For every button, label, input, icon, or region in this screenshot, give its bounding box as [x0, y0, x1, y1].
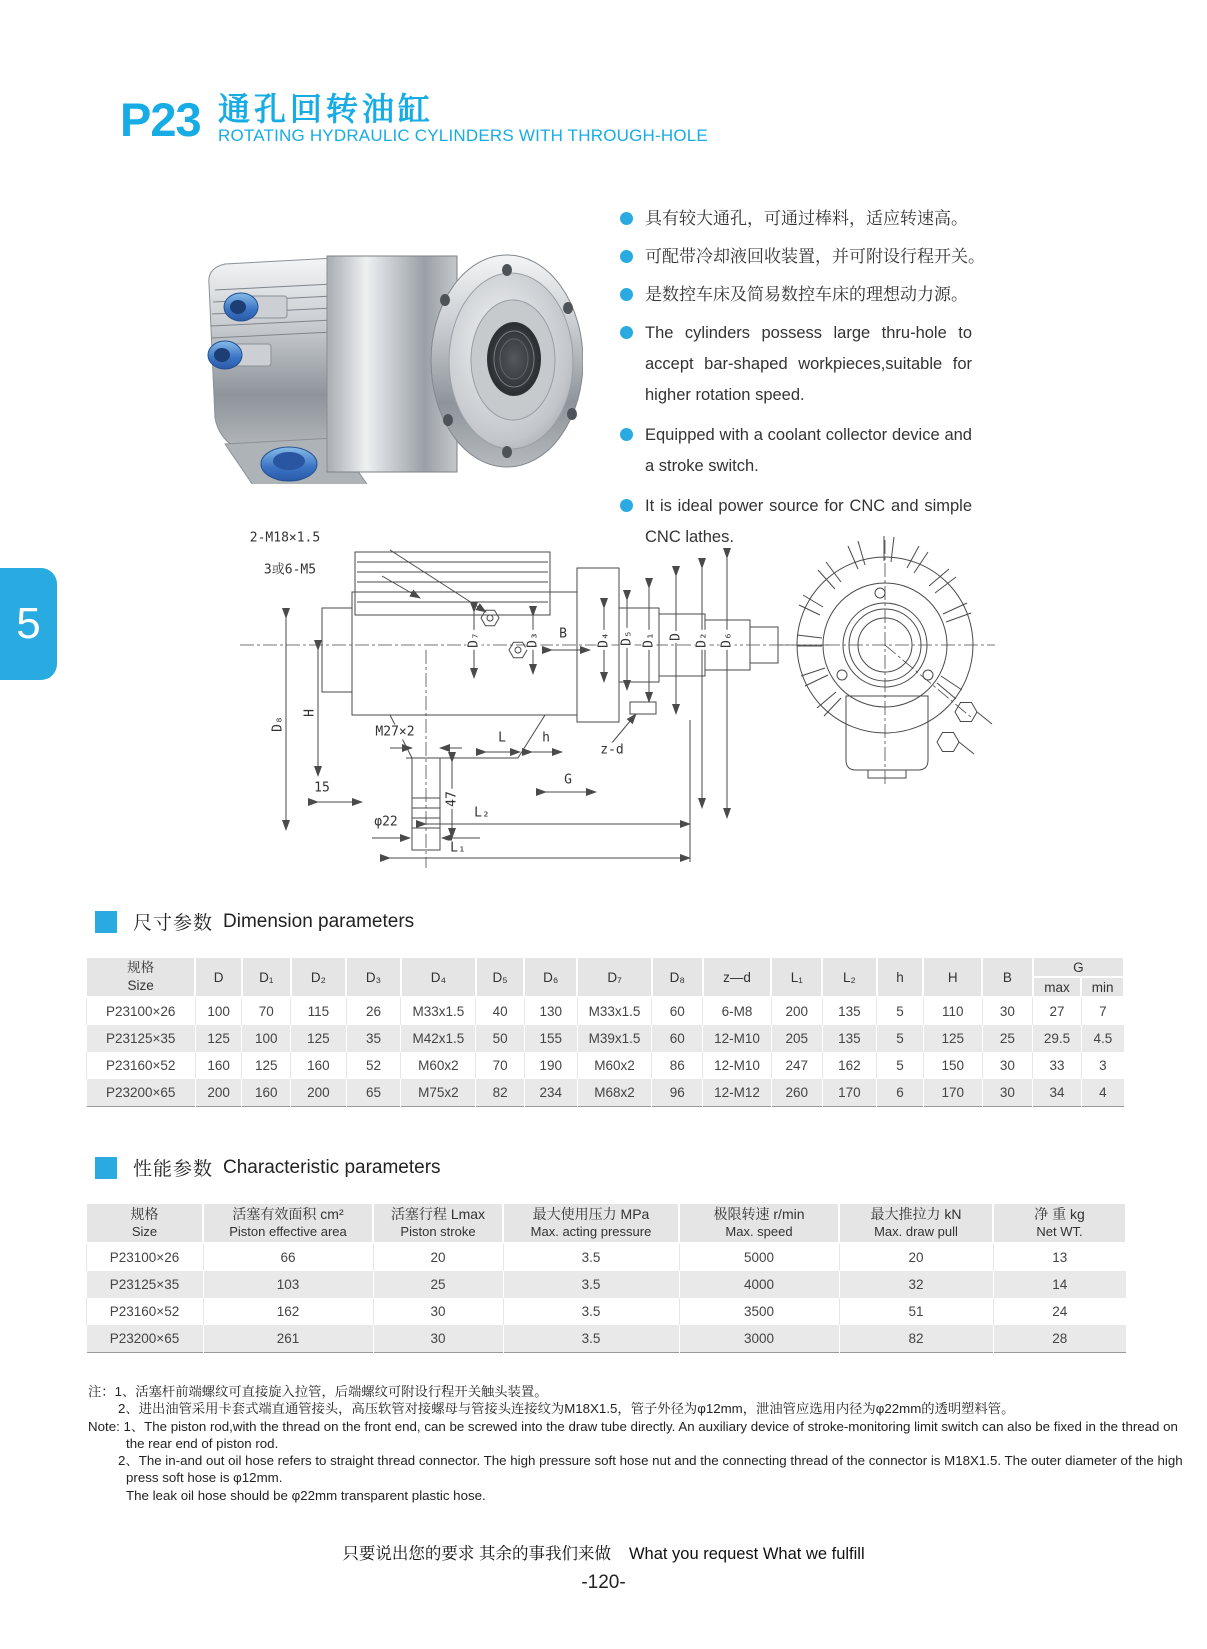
feature-text: Equipped with a coolant collector device and a stroke switch.: [645, 426, 972, 475]
table-cell: 28: [993, 1325, 1126, 1353]
table-cell: 51: [839, 1298, 993, 1325]
table-cell: M60x2: [577, 1052, 652, 1079]
col-D3: D₃: [346, 957, 401, 997]
drawing-label: D₂: [694, 632, 710, 648]
table-cell: P23125×35: [86, 1025, 195, 1052]
table-cell: 160: [291, 1052, 347, 1079]
table-cell: 234: [524, 1079, 577, 1107]
table-cell: 27: [1033, 997, 1082, 1025]
table-cell: 162: [822, 1052, 877, 1079]
bullet-icon: [620, 250, 633, 263]
table-cell: 20: [839, 1243, 993, 1271]
slogan-en: What you request What we fulfill: [628, 1545, 865, 1563]
characteristic-parameters-table: [85, 1202, 1127, 1353]
table-cell: 6: [877, 1079, 924, 1107]
col-D4: D₄: [401, 957, 476, 997]
table-cell: 24: [993, 1298, 1126, 1325]
drawing-label: G: [564, 772, 572, 788]
model-code: P23: [120, 93, 201, 146]
page-number: -120-: [581, 1572, 626, 1593]
table-cell: 4.5: [1081, 1025, 1124, 1052]
table-cell: 261: [203, 1325, 373, 1353]
table-cell: M60x2: [401, 1052, 476, 1079]
drawing-label: φ22: [374, 814, 398, 830]
note-line: 2、The in-and out oil hose refers to straight thread connector. The high pressure soft hose nut and the connecting thread of the connector is M18X1.5. The outer diameter of the high: [118, 1453, 1183, 1469]
table-cell: 4000: [679, 1271, 839, 1298]
table-cell: 170: [923, 1079, 982, 1107]
col-max-speed: 极限转速 r/min Max. speed: [679, 1203, 839, 1243]
table-cell: 160: [195, 1052, 242, 1079]
table-cell: 3.5: [503, 1325, 679, 1353]
table-body: [86, 1243, 1126, 1353]
table-cell: 3000: [679, 1325, 839, 1353]
table-cell: 14: [993, 1271, 1126, 1298]
table-cell: M39x1.5: [577, 1025, 652, 1052]
table-cell: 125: [923, 1025, 982, 1052]
table-cell: 150: [923, 1052, 982, 1079]
table-cell: 12-M10: [703, 1025, 772, 1052]
table-cell: 160: [242, 1079, 291, 1107]
drawing-label: B: [559, 626, 567, 642]
technical-drawing: [90, 500, 1140, 872]
table-cell: P23200×65: [86, 1325, 203, 1353]
title-english: ROTATING HYDRAULIC CYLINDERS WITH THROUGH-HOLE: [218, 126, 708, 145]
feature-text: The cylinders possess large thru-hole to accept bar-shaped workpieces,suitable for higher rotation speed.: [645, 324, 972, 404]
col-G-min: min: [1081, 977, 1124, 997]
table-cell: 100: [195, 997, 242, 1025]
product-photo: [185, 198, 583, 484]
chapter-tab: [0, 568, 57, 680]
table-cell: 6-M8: [703, 997, 772, 1025]
table-cell: P23160×52: [86, 1052, 195, 1079]
table-cell: 125: [242, 1052, 291, 1079]
table-cell: 34: [1033, 1079, 1082, 1107]
table-cell: 260: [771, 1079, 822, 1107]
note-line: 注：1、活塞杆前端螺纹可直接旋入拉管，后端螺纹可附设行程开关触头装置。: [88, 1384, 548, 1399]
col-zd: z—d: [703, 957, 772, 997]
col-G-max: max: [1033, 977, 1082, 997]
drawing-label: L₁: [450, 840, 466, 856]
col-H: H: [923, 957, 982, 997]
table-cell: 200: [195, 1079, 242, 1107]
footer-slogan: [0, 1540, 1207, 1564]
note-line: The leak oil hose should be φ22mm transparent plastic hose.: [126, 1487, 486, 1503]
table-cell: P23100×26: [86, 997, 195, 1025]
feature-text: It is ideal power source for CNC and simple CNC lathes.: [645, 497, 972, 546]
col-D7: D₇: [577, 957, 652, 997]
table-row: [86, 1325, 1126, 1353]
table-cell: 162: [203, 1298, 373, 1325]
table-cell: 3.5: [503, 1298, 679, 1325]
table-cell: 20: [373, 1243, 503, 1271]
note-line: the rear end of piston rod.: [126, 1435, 279, 1451]
col-piston-area: 活塞有效面积 cm² Piston effective area: [203, 1203, 373, 1243]
list-item: [620, 318, 972, 411]
table-cell: 5: [877, 997, 924, 1025]
table-cell: 135: [822, 997, 877, 1025]
table-cell: P23160×52: [86, 1298, 203, 1325]
table-cell: M68x2: [577, 1079, 652, 1107]
section-title-en: Dimension parameters: [223, 910, 415, 932]
table-cell: 60: [652, 1025, 703, 1052]
col-h: h: [877, 957, 924, 997]
table-cell: 110: [923, 997, 982, 1025]
col-G: G: [1033, 957, 1124, 977]
col-size: 规格 Size: [86, 1203, 203, 1243]
table-row: [86, 1298, 1126, 1325]
section-title-zh: 性能参数: [133, 1159, 214, 1180]
list-item: [620, 280, 972, 309]
table-cell: 65: [346, 1079, 401, 1107]
table-cell: 13: [993, 1243, 1126, 1271]
table-cell: 40: [476, 997, 525, 1025]
table-row: [86, 1052, 1124, 1079]
col-D6: D₆: [524, 957, 577, 997]
drawing-label: D₃: [525, 632, 541, 648]
gear-teeth-marks: [797, 536, 971, 716]
col-D5: D₅: [476, 957, 525, 997]
drawing-label: 3或6-M5: [262, 559, 318, 578]
list-item: [620, 242, 985, 271]
table-cell: P23200×65: [86, 1079, 195, 1107]
table-cell: M42x1.5: [401, 1025, 476, 1052]
drawing-label: h: [542, 730, 550, 746]
table-cell: 70: [242, 997, 291, 1025]
table-cell: 5: [877, 1025, 924, 1052]
drawing-label: 47: [444, 791, 460, 807]
bullet-icon: [620, 212, 633, 225]
table-cell: 50: [476, 1025, 525, 1052]
table-cell: 26: [346, 997, 401, 1025]
table-row: [86, 1243, 1126, 1271]
drawing-label: D₄: [596, 632, 612, 648]
table-cell: 3: [1081, 1052, 1124, 1079]
col-D: D: [195, 957, 242, 997]
table-cell: 12-M10: [703, 1052, 772, 1079]
table-cell: 3500: [679, 1298, 839, 1325]
table-cell: 170: [822, 1079, 877, 1107]
dimension-parameters-table: [85, 956, 1125, 1107]
feature-list-zh: [620, 204, 985, 309]
table-cell: 205: [771, 1025, 822, 1052]
table-cell: 247: [771, 1052, 822, 1079]
table-cell: 12-M12: [703, 1079, 772, 1107]
drawing-label: H: [302, 709, 318, 717]
note-line: press soft hose is φ12mm.: [126, 1470, 283, 1486]
table-cell: 30: [982, 1079, 1033, 1107]
table-cell: 70: [476, 1052, 525, 1079]
bullet-icon: [620, 288, 633, 301]
drawing-label: M27×2: [375, 724, 415, 740]
table-cell: M33x1.5: [577, 997, 652, 1025]
table-cell: 52: [346, 1052, 401, 1079]
section-title-en: Characteristic parameters: [223, 1156, 441, 1178]
drawing-label: 2-M18×1.5: [249, 530, 321, 546]
note-line: 2、进出油管采用卡套式端直通管接头，高压软管对接螺母与管接头连接纹为M18X1.5，管子外径为φ12mm，泄油管应选用内径为φ22mm的透明塑料管。: [118, 1401, 1015, 1417]
drawing-label: D: [668, 633, 684, 641]
section-title-dimension: [95, 908, 414, 932]
drawing-label: L₂: [474, 805, 490, 821]
drawing-label: D₆: [719, 632, 735, 648]
table-cell: 190: [524, 1052, 577, 1079]
table-cell: 25: [982, 1025, 1033, 1052]
section-title-characteristic: [95, 1154, 441, 1178]
table-cell: 5000: [679, 1243, 839, 1271]
drawing-label: D₇: [466, 632, 482, 648]
title-chinese: 通孔回转油缸: [218, 91, 435, 127]
notes-block: [88, 1383, 1183, 1504]
table-cell: 30: [982, 997, 1033, 1025]
drawing-label: 15: [314, 780, 330, 796]
col-B: B: [982, 957, 1033, 997]
table-cell: 200: [771, 997, 822, 1025]
table-cell: M75x2: [401, 1079, 476, 1107]
table-cell: 82: [839, 1325, 993, 1353]
col-net-weight: 净 重 kg Net WT.: [993, 1203, 1126, 1243]
table-row: [86, 1079, 1124, 1107]
table-cell: 3.5: [503, 1271, 679, 1298]
chapter-number: 5: [16, 599, 41, 648]
table-cell: 25: [373, 1271, 503, 1298]
col-L1: L₁: [771, 957, 822, 997]
col-piston-stroke: 活塞行程 Lmax Piston stroke: [373, 1203, 503, 1243]
table-cell: 33: [1033, 1052, 1082, 1079]
col-D2: D₂: [291, 957, 347, 997]
feature-text: 具有较大通孔，可通过棒料，适应转速高。: [645, 209, 968, 228]
drawing-label: D₁: [641, 632, 657, 648]
table-cell: 103: [203, 1271, 373, 1298]
bullet-icon: [620, 326, 633, 339]
drawing-label: D₈: [270, 716, 286, 732]
table-cell: M33x1.5: [401, 997, 476, 1025]
table-cell: 60: [652, 997, 703, 1025]
table-body: [86, 997, 1124, 1107]
col-D1: D₁: [242, 957, 291, 997]
drawing-label: L: [498, 730, 506, 746]
table-cell: 7: [1081, 997, 1124, 1025]
note-line: Note: 1、The piston rod,with the thread on the front end, can be screwed into the draw tube directly. An auxiliary device of stroke-monitoring limit switch can also be fixed in the thread on: [88, 1418, 1178, 1434]
col-max-pressure: 最大使用压力 MPa Max. acting pressure: [503, 1203, 679, 1243]
table-cell: P23125×35: [86, 1271, 203, 1298]
slogan-zh: 只要说出您的要求 其余的事我们来做: [342, 1545, 611, 1563]
table-cell: 30: [373, 1298, 503, 1325]
col-size: 规格 Size: [86, 957, 195, 997]
section-square-icon: [95, 911, 117, 933]
table-cell: 96: [652, 1079, 703, 1107]
table-cell: 3.5: [503, 1243, 679, 1271]
table-cell: 200: [291, 1079, 347, 1107]
table-cell: 115: [291, 997, 347, 1025]
table-cell: P23100×26: [86, 1243, 203, 1271]
cylinder-photo-illustration: [185, 198, 583, 484]
table-cell: 125: [195, 1025, 242, 1052]
section-square-icon: [95, 1157, 117, 1179]
col-L2: L₂: [822, 957, 877, 997]
drawing-label: z-d: [600, 742, 624, 758]
table-cell: 135: [822, 1025, 877, 1052]
table-row: [86, 997, 1124, 1025]
table-cell: 82: [476, 1079, 525, 1107]
table-row: [86, 1025, 1124, 1052]
table-cell: 5: [877, 1052, 924, 1079]
table-cell: 30: [982, 1052, 1033, 1079]
table-cell: 4: [1081, 1079, 1124, 1107]
list-item: [620, 204, 972, 233]
table-row: [86, 1271, 1126, 1298]
drawing-label: D₅: [619, 630, 635, 646]
section-title-zh: 尺寸参数: [133, 913, 214, 934]
list-item: [620, 420, 972, 482]
table-header: [86, 957, 1124, 997]
feature-text: 可配带冷却液回收装置，并可附设行程开关。: [645, 247, 985, 266]
table-cell: 130: [524, 997, 577, 1025]
bullet-icon: [620, 428, 633, 441]
table-header: [86, 1203, 1126, 1243]
table-cell: 125: [291, 1025, 347, 1052]
table-cell: 66: [203, 1243, 373, 1271]
col-max-draw-pull: 最大推拉力 kN Max. draw pull: [839, 1203, 993, 1243]
table-cell: 32: [839, 1271, 993, 1298]
table-cell: 86: [652, 1052, 703, 1079]
table-cell: 100: [242, 1025, 291, 1052]
col-D8: D₈: [652, 957, 703, 997]
feature-text: 是数控车床及简易数控车床的理想动力源。: [645, 285, 968, 304]
table-cell: 30: [373, 1325, 503, 1353]
table-cell: 35: [346, 1025, 401, 1052]
dimension-drawing: [90, 500, 1140, 872]
table-cell: 155: [524, 1025, 577, 1052]
table-cell: 29.5: [1033, 1025, 1082, 1052]
